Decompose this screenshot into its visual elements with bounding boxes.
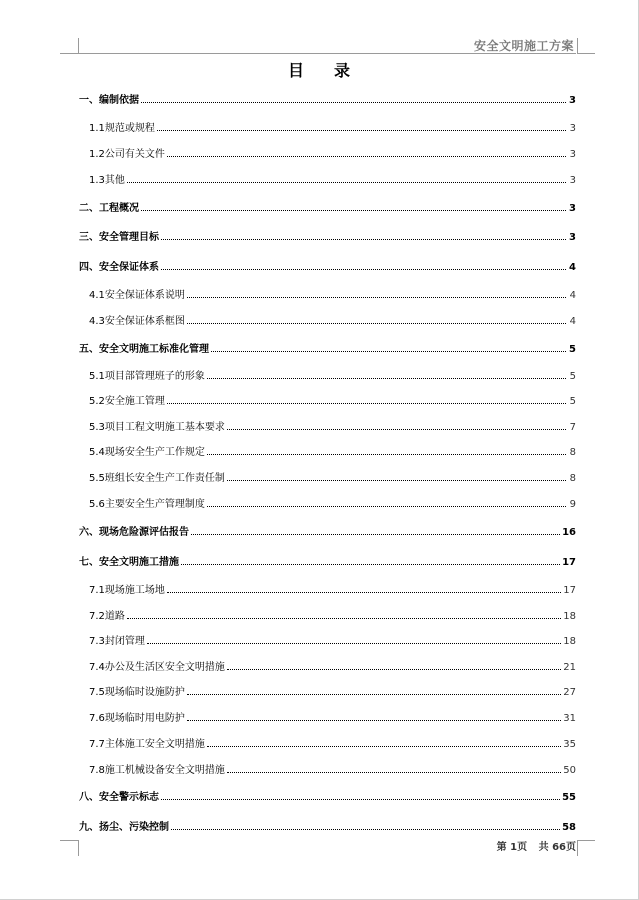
- toc-dot-leader: [227, 669, 561, 670]
- toc-entry-page-number: 55: [562, 792, 576, 803]
- running-header-title: 安全文明施工方案: [473, 39, 574, 53]
- toc-dot-leader: [187, 323, 566, 324]
- toc-entry-label: 1.2公司有关文件: [89, 149, 165, 160]
- toc-dot-leader: [207, 378, 566, 379]
- crop-mark-top-right-horizontal: [577, 53, 595, 54]
- toc-entry-page-number: 17: [562, 557, 576, 568]
- toc-dot-leader: [207, 506, 566, 507]
- toc-entry-label: 7.6现场临时用电防护: [89, 713, 185, 724]
- toc-entry-label: 1.3其他: [89, 175, 125, 186]
- crop-mark-top-left-vertical: [78, 38, 79, 54]
- toc-entry-page-number: 3: [569, 232, 576, 243]
- toc-dot-leader: [167, 156, 566, 157]
- toc-entry[interactable]: [79, 259, 576, 273]
- toc-dot-leader: [187, 694, 561, 695]
- toc-entry-label: 7.4办公及生活区安全文明措施: [89, 662, 225, 673]
- toc-dot-leader: [227, 480, 566, 481]
- toc-dot-leader: [161, 239, 566, 240]
- toc-entry-page-number: 4: [569, 262, 576, 273]
- toc-dot-leader: [191, 534, 560, 535]
- toc-entry-page-number: 18: [563, 636, 576, 647]
- toc-dot-leader: [157, 130, 566, 131]
- toc-entry[interactable]: [79, 313, 576, 327]
- document-title-part1: 目: [287, 61, 304, 80]
- toc-entry-page-number: 5: [569, 371, 576, 382]
- toc-dot-leader: [227, 429, 566, 430]
- toc-dot-leader: [207, 746, 561, 747]
- toc-dot-leader: [141, 210, 566, 211]
- toc-entry[interactable]: [79, 287, 576, 301]
- toc-entry-page-number: 50: [563, 765, 576, 776]
- toc-entry[interactable]: [79, 710, 576, 724]
- toc-entry-label: 7.3封闭管理: [89, 636, 145, 647]
- crop-mark-bottom-left-vertical: [78, 840, 79, 856]
- toc-entry[interactable]: [79, 496, 576, 510]
- crop-mark-top-right-vertical: [577, 38, 578, 54]
- toc-entry[interactable]: [79, 762, 576, 776]
- toc-entry-page-number: 17: [563, 585, 576, 596]
- toc-entry-page-number: 8: [569, 447, 576, 458]
- toc-dot-leader: [227, 772, 561, 773]
- toc-entry-page-number: 21: [563, 662, 576, 673]
- toc-entry-label: 5.4现场安全生产工作规定: [89, 447, 205, 458]
- toc-entry[interactable]: [79, 524, 576, 538]
- toc-entry-label: 七、安全文明施工措施: [79, 557, 179, 568]
- toc-entry-page-number: 16: [562, 527, 576, 538]
- toc-entry[interactable]: [79, 554, 576, 568]
- toc-entry[interactable]: [79, 120, 576, 134]
- toc-entry-page-number: 27: [563, 687, 576, 698]
- toc-dot-leader: [141, 102, 566, 103]
- toc-dot-leader: [167, 403, 566, 404]
- toc-entry[interactable]: [79, 684, 576, 698]
- toc-entry[interactable]: [79, 172, 576, 186]
- toc-entry-label: 二、工程概况: [79, 203, 139, 214]
- footer-page-number: 第 1页: [496, 842, 528, 853]
- toc-entry[interactable]: [79, 470, 576, 484]
- toc-entry-page-number: 3: [569, 123, 576, 134]
- toc-entry-page-number: 7: [569, 422, 576, 433]
- toc-entry-page-number: 4: [569, 290, 576, 301]
- toc-entry-page-number: 5: [569, 396, 576, 407]
- toc-entry[interactable]: [79, 92, 576, 106]
- document-title: [0, 58, 638, 81]
- toc-entry-label: 1.1规范或规程: [89, 123, 155, 134]
- toc-entry-page-number: 58: [562, 822, 576, 833]
- toc-entry-label: 7.1现场施工场地: [89, 585, 165, 596]
- toc-entry-page-number: 18: [563, 611, 576, 622]
- toc-entry-label: 5.3项目工程文明施工基本要求: [89, 422, 225, 433]
- toc-entry-page-number: 31: [563, 713, 576, 724]
- toc-entry-page-number: 9: [569, 499, 576, 510]
- toc-dot-leader: [161, 269, 566, 270]
- toc-entry-label: 4.3安全保证体系框图: [89, 316, 185, 327]
- toc-entry-page-number: 3: [569, 203, 576, 214]
- toc-entry[interactable]: [79, 200, 576, 214]
- toc-entry-label: 7.8施工机械设备安全文明措施: [89, 765, 225, 776]
- toc-entry[interactable]: [79, 582, 576, 596]
- crop-mark-bottom-right-vertical: [577, 840, 578, 856]
- toc-entry-page-number: 3: [569, 175, 576, 186]
- toc-entry-label: 一、编制依据: [79, 95, 139, 106]
- toc-entry[interactable]: [79, 393, 576, 407]
- toc-dot-leader: [161, 799, 560, 800]
- crop-mark-bottom-left-horizontal: [60, 840, 78, 841]
- toc-entry-label: 7.2道路: [89, 611, 125, 622]
- toc-entry-page-number: 3: [569, 149, 576, 160]
- toc-dot-leader: [207, 454, 566, 455]
- toc-entry[interactable]: [79, 789, 576, 803]
- toc-entry-label: 4.1安全保证体系说明: [89, 290, 185, 301]
- toc-entry[interactable]: [79, 633, 576, 647]
- document-title-part2: 录: [334, 61, 351, 80]
- toc-entry-label: 九、扬尘、污染控制: [79, 822, 169, 833]
- toc-entry-label: 7.5现场临时设施防护: [89, 687, 185, 698]
- toc-entry[interactable]: [79, 608, 576, 622]
- toc-entry-label: 五、安全文明施工标准化管理: [79, 344, 209, 355]
- toc-entry[interactable]: [79, 419, 576, 433]
- toc-dot-leader: [167, 592, 561, 593]
- toc-entry[interactable]: [79, 368, 576, 382]
- toc-entry-label: 三、安全管理目标: [79, 232, 159, 243]
- toc-entry[interactable]: [79, 659, 576, 673]
- toc-entry-label: 5.5班组长安全生产工作责任制: [89, 473, 225, 484]
- toc-entry-page-number: 5: [569, 344, 576, 355]
- toc-dot-leader: [147, 643, 561, 644]
- toc-dot-leader: [127, 182, 566, 183]
- toc-dot-leader: [187, 297, 566, 298]
- toc-entry-label: 5.6主要安全生产管理制度: [89, 499, 205, 510]
- toc-entry-label: 7.7主体施工安全文明措施: [89, 739, 205, 750]
- toc-entry-page-number: 4: [569, 316, 576, 327]
- toc-dot-leader: [181, 564, 560, 565]
- toc-dot-leader: [171, 829, 560, 830]
- toc-entry[interactable]: [79, 341, 576, 355]
- crop-mark-bottom-right-horizontal: [577, 840, 595, 841]
- header-rule: [78, 53, 576, 54]
- footer-total-pages: 共 66页: [538, 842, 576, 853]
- toc-entry-page-number: 8: [569, 473, 576, 484]
- toc-entry[interactable]: [79, 736, 576, 750]
- toc-entry[interactable]: [79, 444, 576, 458]
- toc-entry-label: 八、安全警示标志: [79, 792, 159, 803]
- toc-dot-leader: [187, 720, 561, 721]
- page-footer: [495, 838, 576, 853]
- toc-entry-page-number: 3: [569, 95, 576, 106]
- toc-entry-label: 5.2安全施工管理: [89, 396, 165, 407]
- toc-entry[interactable]: [79, 819, 576, 833]
- toc-entry-label: 5.1项目部管理班子的形象: [89, 371, 205, 382]
- toc-dot-leader: [211, 351, 566, 352]
- toc-entry[interactable]: [79, 146, 576, 160]
- toc-entry-label: 四、安全保证体系: [79, 262, 159, 273]
- toc-entry-label: 六、现场危险源评估报告: [79, 527, 189, 538]
- crop-mark-top-left-horizontal: [60, 53, 78, 54]
- toc-entry[interactable]: [79, 229, 576, 243]
- toc-entry-page-number: 35: [563, 739, 576, 750]
- toc-dot-leader: [127, 618, 561, 619]
